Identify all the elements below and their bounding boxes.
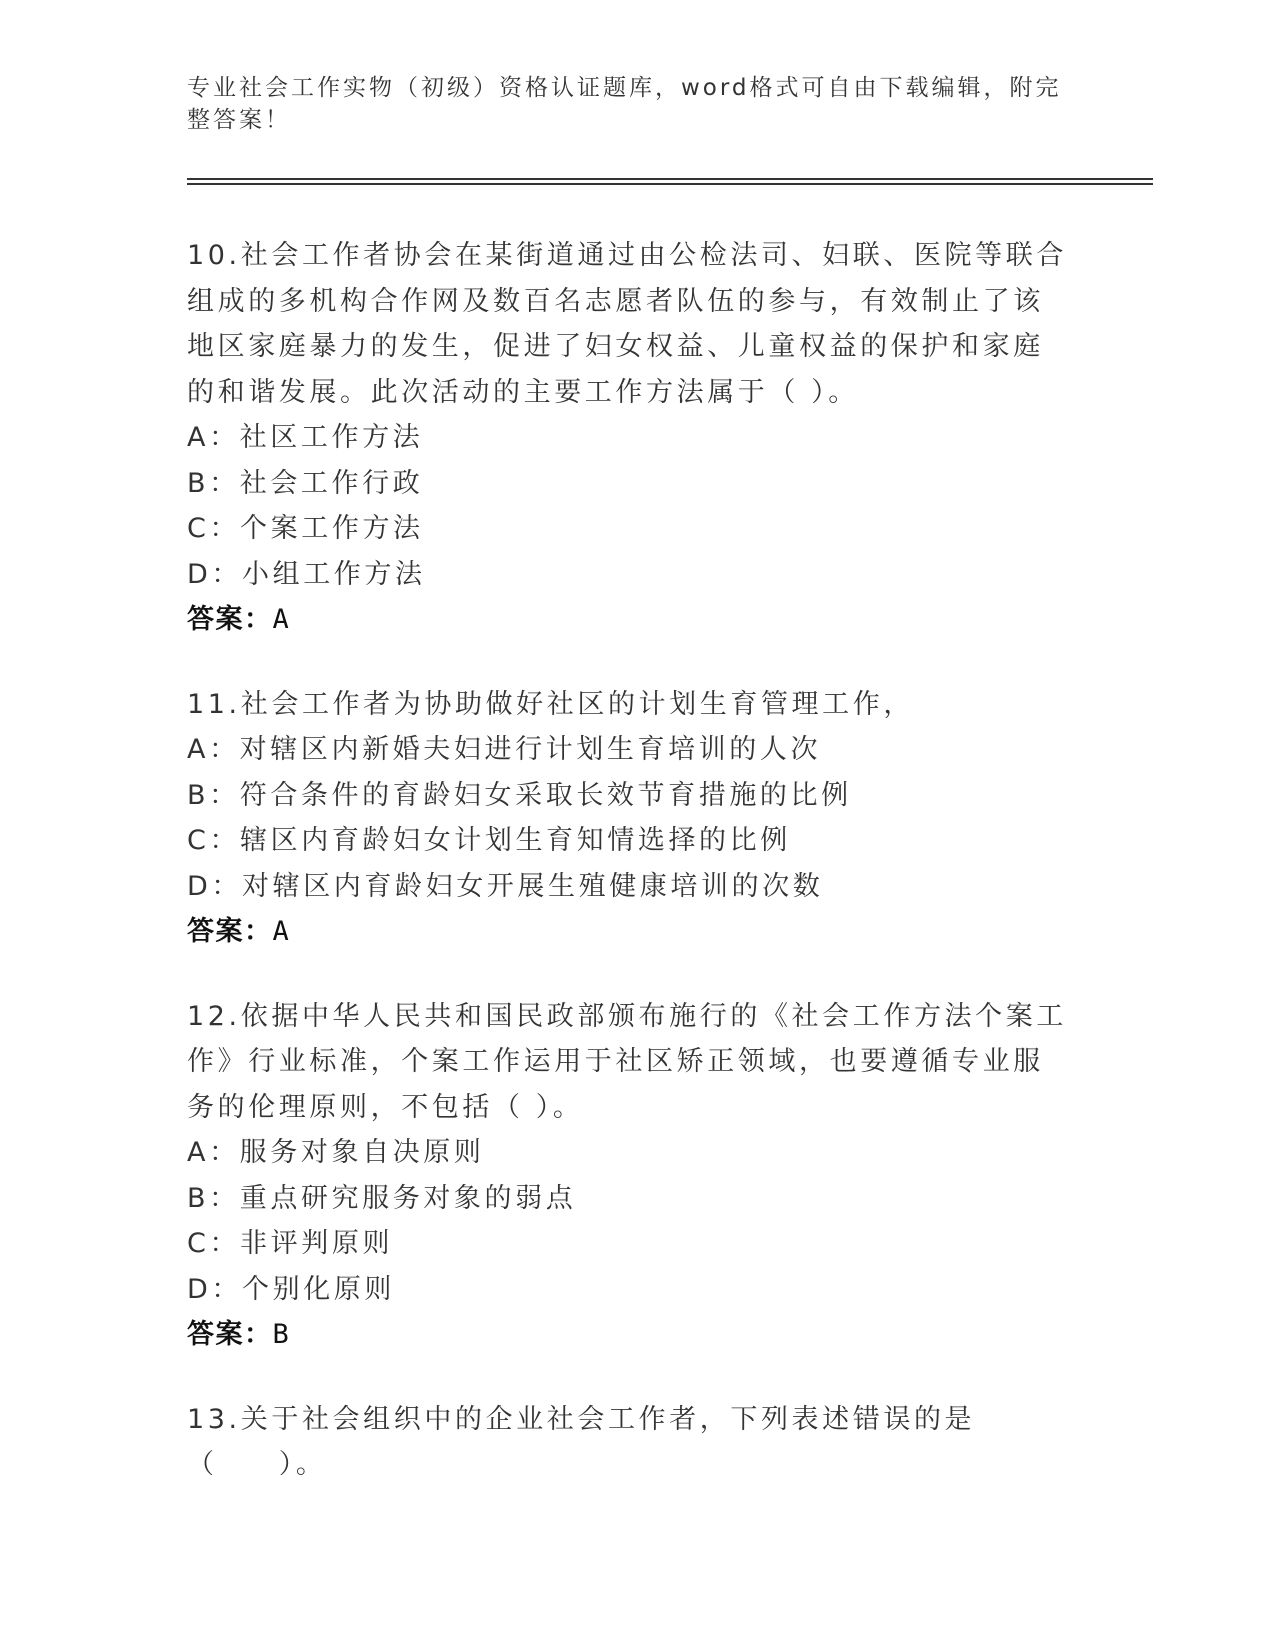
question-item (187, 994, 1087, 1358)
question-item (187, 1397, 1087, 1488)
header-divider-top (187, 178, 1153, 180)
option-a: A：社区工作方法 (187, 422, 424, 453)
answer-label: 答案： (187, 1319, 273, 1350)
option-a: A：服务对象自决原则 (187, 1137, 485, 1168)
option-b: B：符合条件的育龄妇女采取长效节育措施的比例 (187, 779, 852, 811)
answer-value: B (272, 1319, 289, 1350)
answer-line (187, 597, 1087, 643)
document-header: 专业社会工作实物（初级）资格认证题库，word格式可自由下载编辑，附完整答案！ (187, 75, 1062, 133)
question-item (187, 682, 1087, 955)
question-item (187, 233, 1087, 643)
question-stem: 11.社会工作者为协助做好社区的计划生育管理工作， (187, 688, 914, 720)
question-stem: 12.依据中华人民共和国民政部颁布施行的《社会工作方法个案工作》行业标准，个案工作运用于社区矫正领域，也要遵循专业服务的伦理原则，不包括（ ）。 (187, 1000, 1067, 1123)
option-c: C：辖区内育龄妇女计划生育知情选择的比例 (187, 825, 791, 856)
question-stem: 13.关于社会组织中的企业社会工作者，下列表述错误的是（ ）。 (187, 1403, 976, 1480)
answer-value: A (272, 916, 289, 947)
option-c: C：非评判原则 (187, 1228, 394, 1259)
option-d: D：对辖区内育龄妇女开展生殖健康培训的次数 (187, 870, 824, 902)
answer-value: A (272, 604, 289, 635)
option-d: D：小组工作方法 (187, 558, 426, 590)
header-divider-bottom (187, 183, 1153, 185)
question-stem: 10.社会工作者协会在某街道通过由公检法司、妇联、医院等联合组成的多机构合作网及数百名志愿者队伍的参与，有效制止了该地区家庭暴力的发生，促进了妇女权益、儿童权益的保护和家庭的和谐发展。此次活动的主要工作方法属于（ ）。 (187, 240, 1067, 408)
option-c: C：个案工作方法 (187, 513, 424, 544)
answer-label: 答案： (187, 604, 273, 635)
answer-label: 答案： (187, 916, 273, 947)
question-list (187, 233, 1087, 1527)
answer-line (187, 1312, 1087, 1358)
answer-line (187, 909, 1087, 955)
option-b: B：重点研究服务对象的弱点 (187, 1182, 577, 1214)
option-d: D：个别化原则 (187, 1273, 395, 1305)
option-a: A：对辖区内新婚夫妇进行计划生育培训的人次 (187, 734, 822, 765)
option-b: B：社会工作行政 (187, 467, 424, 499)
